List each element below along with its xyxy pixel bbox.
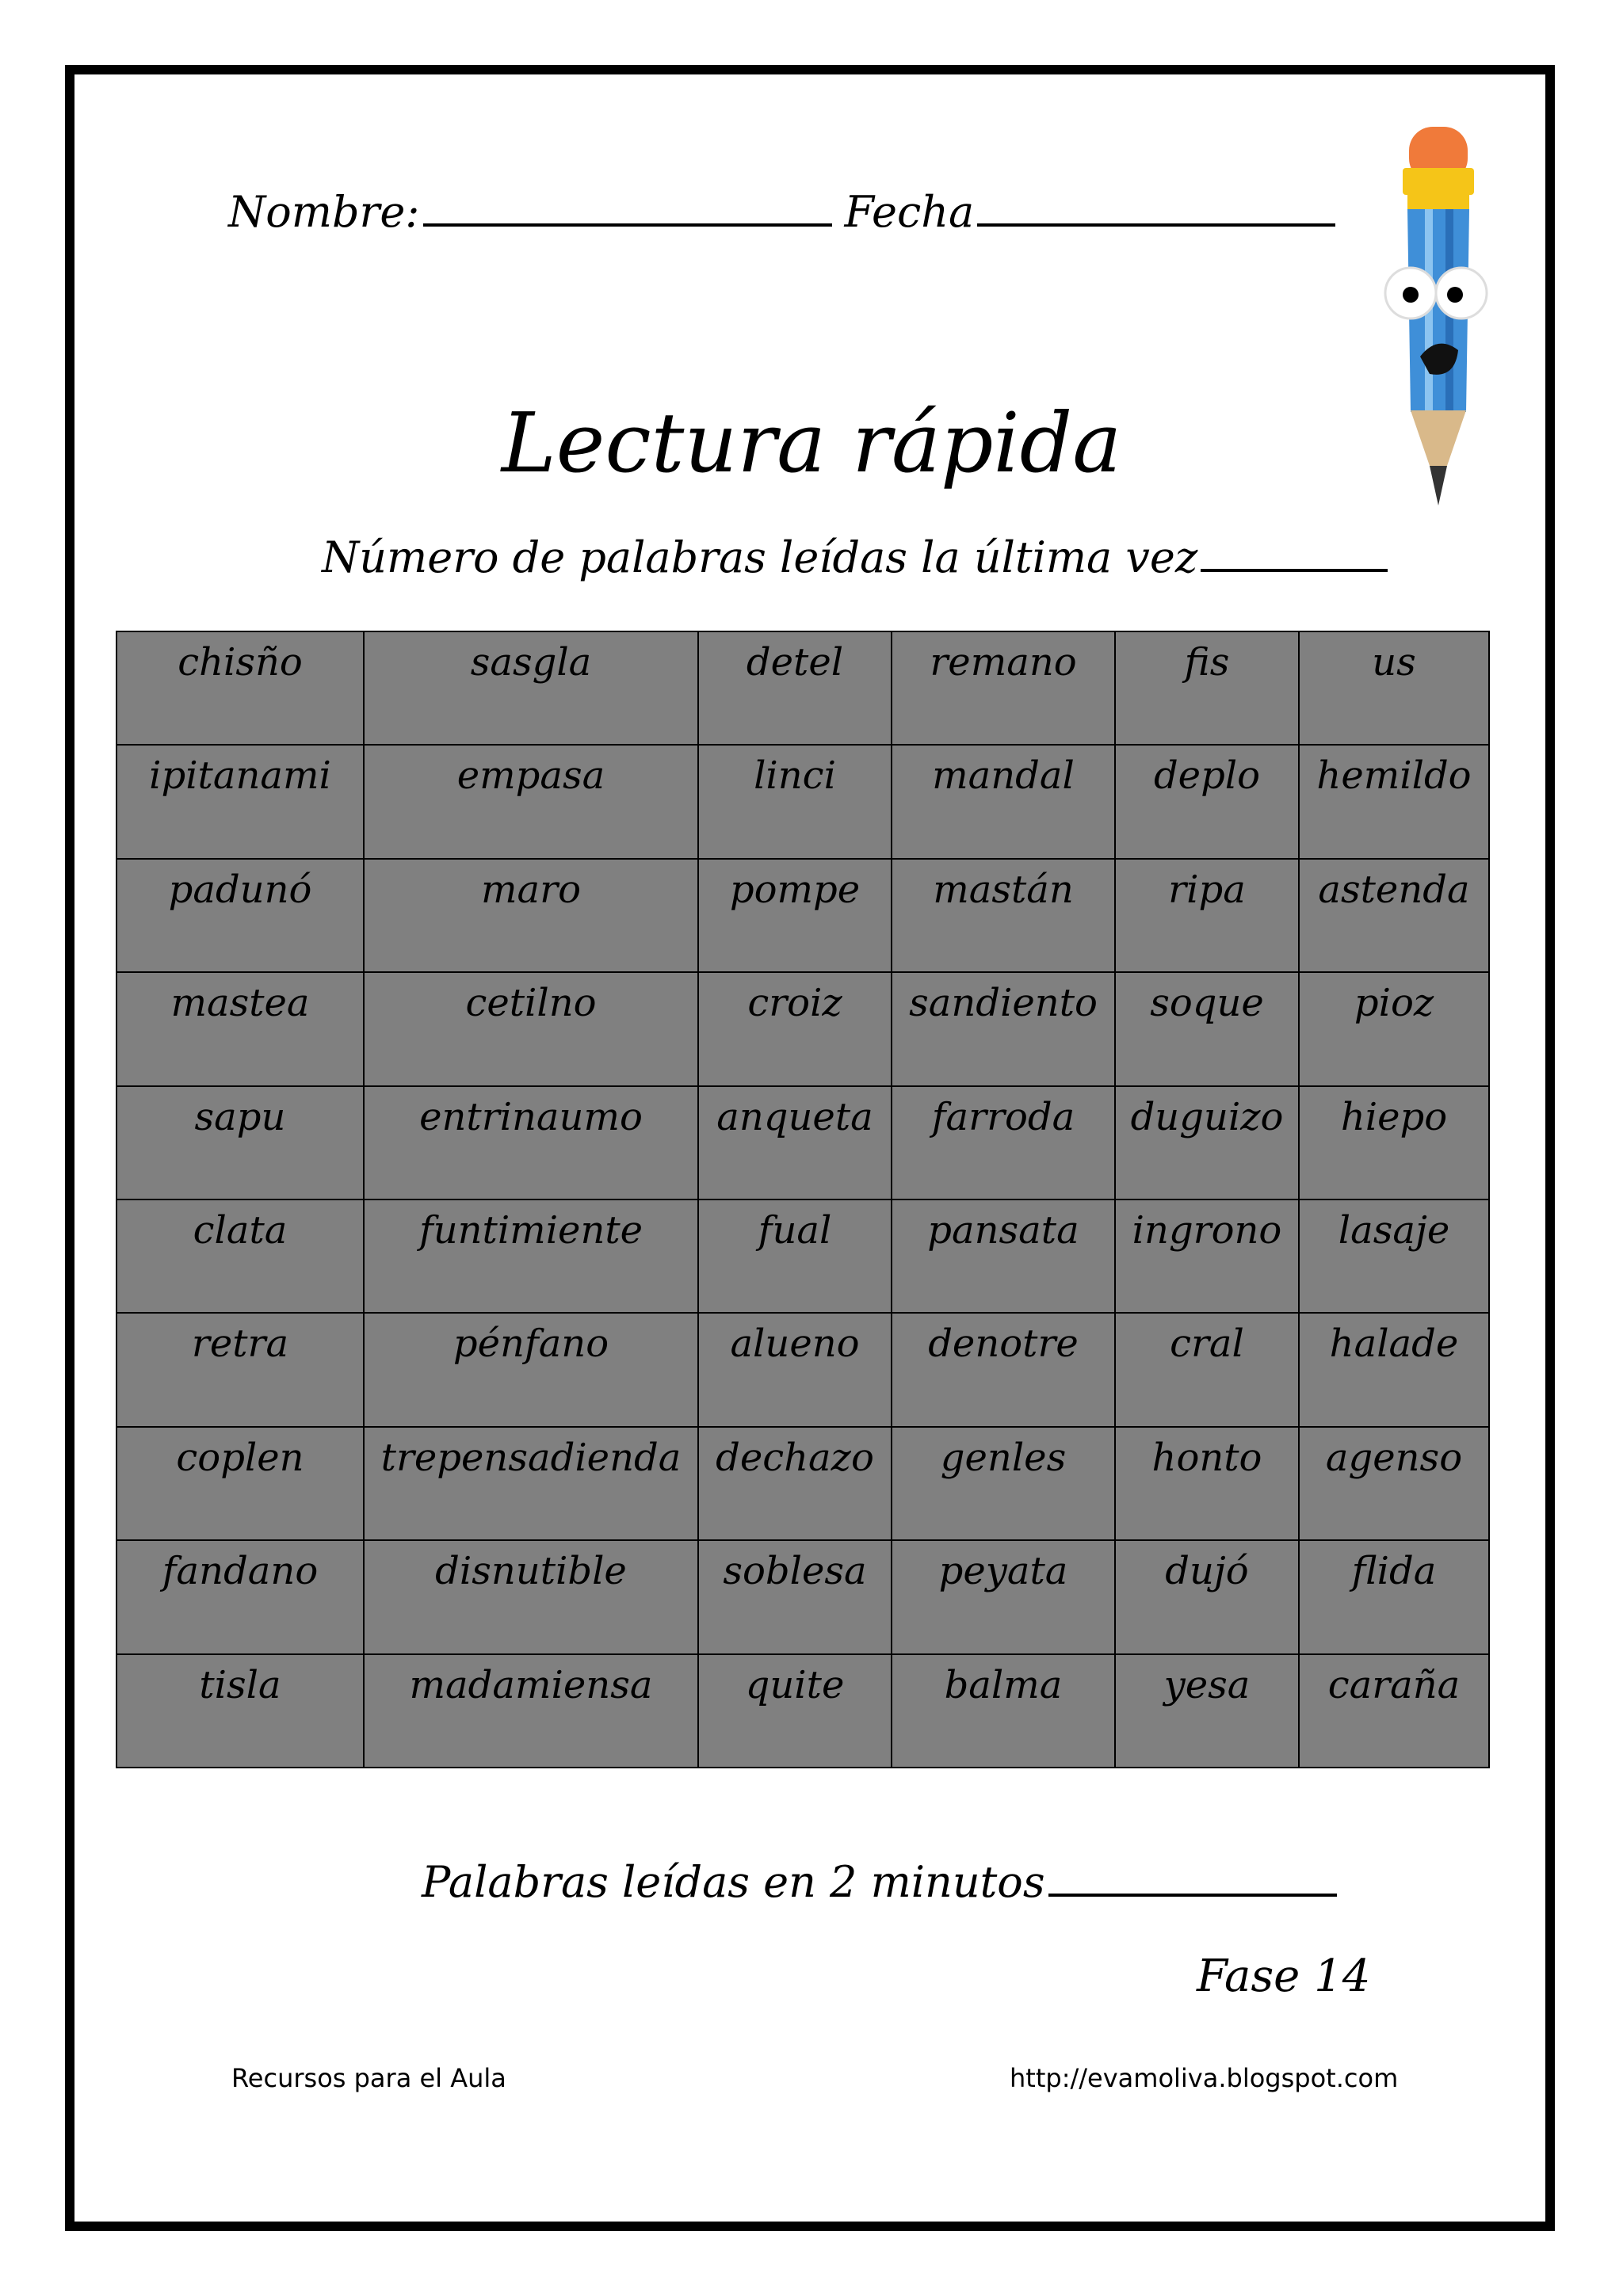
name-field[interactable] [423,223,832,227]
table-row [116,859,1489,972]
word-cell: genles [892,1427,1115,1540]
table-row [116,631,1489,745]
word-cell: chisño [116,631,364,745]
word-cell: fis [1115,631,1299,745]
word-cell: anqueta [698,1086,892,1199]
word-cell: lasaje [1299,1199,1489,1313]
word-cell: dujó [1115,1540,1299,1653]
footer-credit: Recursos para el Aula [231,2063,506,2093]
table-row [116,1427,1489,1540]
word-cell: cetilno [364,972,698,1085]
word-cell: trepensadienda [364,1427,698,1540]
word-cell: mastán [892,859,1115,972]
table-row [116,745,1489,858]
word-cell: yesa [1115,1654,1299,1768]
word-cell: soque [1115,972,1299,1085]
word-cell: ripa [1115,859,1299,972]
word-cell: hiepo [1299,1086,1489,1199]
word-cell: disnutible [364,1540,698,1653]
table-row [116,1313,1489,1426]
word-cell: fandano [116,1540,364,1653]
word-cell: ipitanami [116,745,364,858]
name-label: Nombre: [228,187,420,237]
word-cell: pioz [1299,972,1489,1085]
footer-url: http://evamoliva.blogspot.com [1010,2063,1399,2093]
word-cell: farroda [892,1086,1115,1199]
table-row [116,1086,1489,1199]
date-label: Fecha [844,187,975,237]
words-table [116,631,1490,1768]
word-cell: mastea [116,972,364,1085]
word-cell: deplo [1115,745,1299,858]
words-read-line [422,1857,1337,1907]
word-cell: duguizo [1115,1086,1299,1199]
pencil-pupil-left [1403,287,1419,303]
previous-count-field[interactable] [1201,569,1388,572]
table-row [116,1654,1489,1768]
word-cell: entrinaumo [364,1086,698,1199]
word-cell: pompe [698,859,892,972]
table-row [116,1199,1489,1313]
word-cell: astenda [1299,859,1489,972]
previous-count-line [322,532,1388,582]
page-title: Lectura rápida [501,395,1122,491]
word-cell: flida [1299,1540,1489,1653]
pencil-ferrule-lower [1407,193,1469,209]
word-cell: fual [698,1199,892,1313]
word-cell: denotre [892,1313,1115,1426]
word-cell: madamiensa [364,1654,698,1768]
words-read-label: Palabras leídas en 2 minutos [422,1857,1045,1907]
table-row [116,1540,1489,1653]
word-cell: pénfano [364,1313,698,1426]
word-cell: sasgla [364,631,698,745]
header-fields [228,187,1335,237]
word-cell: retra [116,1313,364,1426]
words-read-field[interactable] [1048,1894,1337,1897]
word-cell: clata [116,1199,364,1313]
word-cell: tisla [116,1654,364,1768]
word-cell: balma [892,1654,1115,1768]
pencil-pupil-right [1447,287,1463,303]
word-cell: honto [1115,1427,1299,1540]
phase-label: Fase 14 [1197,1951,1371,2002]
word-cell: sapu [116,1086,364,1199]
word-cell: soblesa [698,1540,892,1653]
word-cell: maro [364,859,698,972]
word-cell: remano [892,631,1115,745]
word-cell: coplen [116,1427,364,1540]
table-row [116,972,1489,1085]
word-cell: mandal [892,745,1115,858]
word-cell: halade [1299,1313,1489,1426]
word-cell: linci [698,745,892,858]
word-cell: empasa [364,745,698,858]
word-cell: funtimiente [364,1199,698,1313]
words-table-body [116,631,1489,1768]
word-cell: detel [698,631,892,745]
word-cell: hemildo [1299,745,1489,858]
word-cell: alueno [698,1313,892,1426]
word-cell: pansata [892,1199,1115,1313]
word-cell: peyata [892,1540,1115,1653]
pencil-ferrule [1403,168,1474,195]
word-cell: agenso [1299,1427,1489,1540]
previous-count-label: Número de palabras leídas la última vez [322,532,1198,582]
word-cell: padunó [116,859,364,972]
word-cell: us [1299,631,1489,745]
date-field[interactable] [977,223,1335,227]
word-cell: caraña [1299,1654,1489,1768]
word-cell: quite [698,1654,892,1768]
word-cell: croiz [698,972,892,1085]
word-cell: sandiento [892,972,1115,1085]
word-cell: ingrono [1115,1199,1299,1313]
word-cell: dechazo [698,1427,892,1540]
word-cell: cral [1115,1313,1299,1426]
